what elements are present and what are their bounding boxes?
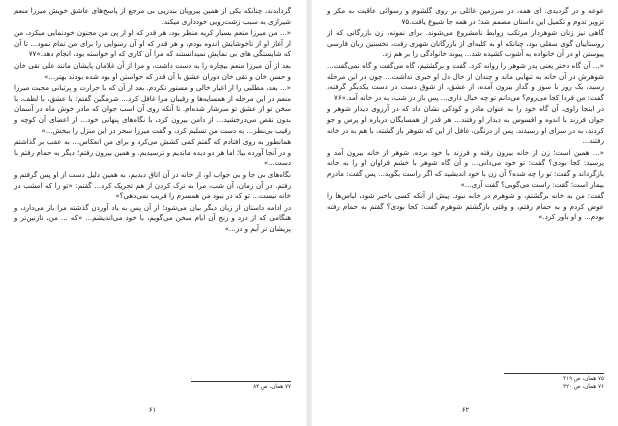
left-page xyxy=(0,0,305,426)
footnote: ۷۵ همان، ص ۳۱۹ xyxy=(563,376,604,382)
left-paragraph: بعد از آن میرزا منعم بیچاره را به دست داشت، و مرا از آن غلامان پایشان مانند علی نقی خان و حسن خان و تقی خان دوران عشق با آن قدر که خواستن او بود شده بودند بهتر...» xyxy=(14,60,291,81)
right-paragraph: در اینجا راوی، آن گاه خود را به عنوان مادر و کودکی نشان داد که در آرزوی دیدار شوهر و جوان فرزند با اندوه و افسوس به دیدار او رفتند... هر قدر از همسایگان درباره او پرس و جو کردند، به در سرای او رسیدند. پس از درنگی، غافل از این که شوهر باز گشته، با هم به در خانه رفتند... xyxy=(327,104,604,146)
footnote: ۷۷ همان، ص ۸۴ xyxy=(253,384,291,390)
right-page-text xyxy=(327,6,604,223)
left-paragraph: در ادامه داستان از زبان دیگر بیان می‌شود؛ از آن پس به یاد آوردن گذشته مرا باز می‌دارد، و هنگامی که از درد و رنج آن ایام سخن می‌گویم، با خود می‌اندیشم... «که ... من، نازنین‌تر و پریشان تر آیم و در...» xyxy=(14,202,291,233)
right-paragraph: «... همین است؛ زن از خانه بیرون رفته و فرزند با خود برده. شوهر از خانه بیرون آمد و پرسید: کجا بودی؟ گفت: تو خود می‌دانی... و آن گاه شوهر با خشم فراوان او را به خانه بازگرداند و گفت: تو را چه شده؟ آن زن با خود اندیشید که اگر راست بگوید... پس گفت: مادرم بیمار است؛ گفت: راست می‌گویی؟ گفت آری...» xyxy=(327,147,604,189)
left-paragraph: «... من میرزا منعم بسیار کریه منظر بود، هر قدر که او از پی من مجنون خودنمایی میکرد، من از آغاز او از ناخوشایش اندوه بودم، و هر قدر که او آن رسوایی را برای من تمام نمود... تا آن که شایستگی های بی نمایش نمیدانستند که مرا آن کاری که او خواسته بود، انجام دهد.»۷۷ xyxy=(14,28,291,59)
left-paragraph: گرداندند، چنانکه یکی از همین پیرویان بندرپی بی مرجع از پاسخ‌های عاشق خویش میرزا منعم شیرازی به سبب زشت‌رویی خودداری میکند. xyxy=(14,6,291,26)
right-paragraph: گفت: من به خانه برگشتم، و شوهرم در خانه نبود. پیش از آنکه کسی باخبر شود، لباس‌ها را عوض کردم و به حمام رفتم، و وقتی بازگشتم شوهرم گفت: کجا بودی؟ گفتم به حمام رفته بودم... و او باور کرد.» xyxy=(327,191,604,222)
left-page-number: ۶۱ xyxy=(148,406,157,414)
footnote-divider xyxy=(191,381,291,382)
right-page-number: ۶۲ xyxy=(461,406,470,414)
footnote-divider xyxy=(504,373,604,374)
footnote: ۷۶ همان، ص ۳۲۰ xyxy=(563,383,604,390)
right-paragraph: گاهی نیز زنان شوهردار مرتکب روابط نامشروع می‌شوند. برای نمونه، زن بازرگانی که از روستاییان گوی سفلی بود، چنانکه او به کلبه‌ای از بازرگانان شهری رفت، نخستین زبان فارسی پیوستن او در آن خانواده به آشوب کشیده شد... پیوند خانوادگی را بر هم زد. xyxy=(327,28,604,59)
right-paragraph: عوعه و در گردیدی. ای همه، در سرزمین غائلی بر روی گلشوم و رسوائی عاقبت به مکر و تزویر تدوم و تکمیل این داستان مصمم شد؛ در همه جا شیوع یافت.۷۵ xyxy=(327,6,604,26)
right-footnotes xyxy=(327,373,604,391)
left-page-text xyxy=(14,6,291,234)
book-gutter xyxy=(306,0,312,426)
right-paragraph: «... آن گاه دختر یعنی پدر شوهر را روانه کرد. گفت و برگشتیم، گاه می‌گفت و گاه نمی‌گفت... شوهرش در آن خانه به تنهایی ماند و چندان از حال دل او خبری نداشت... چون در این مرحله رسید، یک روز با سوز و گداز بیرون آمده، از عشق، از شوق دست در دست یکدیگر گرفته، گفت: من فردا کجا می‌روم؟ می‌دانم تو چه خیال داری... پس باز در شب، به در خانه آمد.»۷۶ xyxy=(327,60,604,102)
left-paragraph: همانطور به روی افتادم که گفتم کمی کشش می‌کرد و برای من انعکاس... به عقب بر گذاشتم و در آنجا آورده بیا؛ اما هر دو دیده ماندیم و ترسیدیم. و همین بیرون رفتم؛ دیگر به حمام رفتم با دست...» xyxy=(14,137,291,168)
left-paragraph: نگاه‌های بی جا و بی جواب او، از خانه در آن اتاق دیدیم، به همین دلیل دست از او پس گرفتم و رفتم. در آن زمان، آن شب، مرا به ترک کردن از هم تحریک کرد... گفتم: «تو را که امشب در خانه نیست... تو که در نبود من همسرم را فریب نمی‌دهی؟» xyxy=(14,169,291,201)
left-footnotes xyxy=(14,381,291,392)
left-paragraph: «... بعد، مطلبی را از اغیار خالی و مستور نکردم. بعد از آن که با حرارت و پرتبانی محبت میرزا منعم در این مرحله از همسایه‌ها و رقیبان مرا غافل کرد... شرمگین گفتم: با عشق، با لطف، با سخن تو از عشق تو سرشار شده‌ام. تا آنکه روی آن اسب جوان که مادر خوش ماه در آسمان بدون نقص می‌درخشید... از دامن بیرون کرد، با نگاه‌های پنهانی خود... از اعضای آن کوچه و رقیب بی‌نظر... به دست من تسلیم کرد، و گفت میرزا سحر در این منزل را ببخش...» xyxy=(14,83,291,135)
right-page xyxy=(313,0,618,426)
